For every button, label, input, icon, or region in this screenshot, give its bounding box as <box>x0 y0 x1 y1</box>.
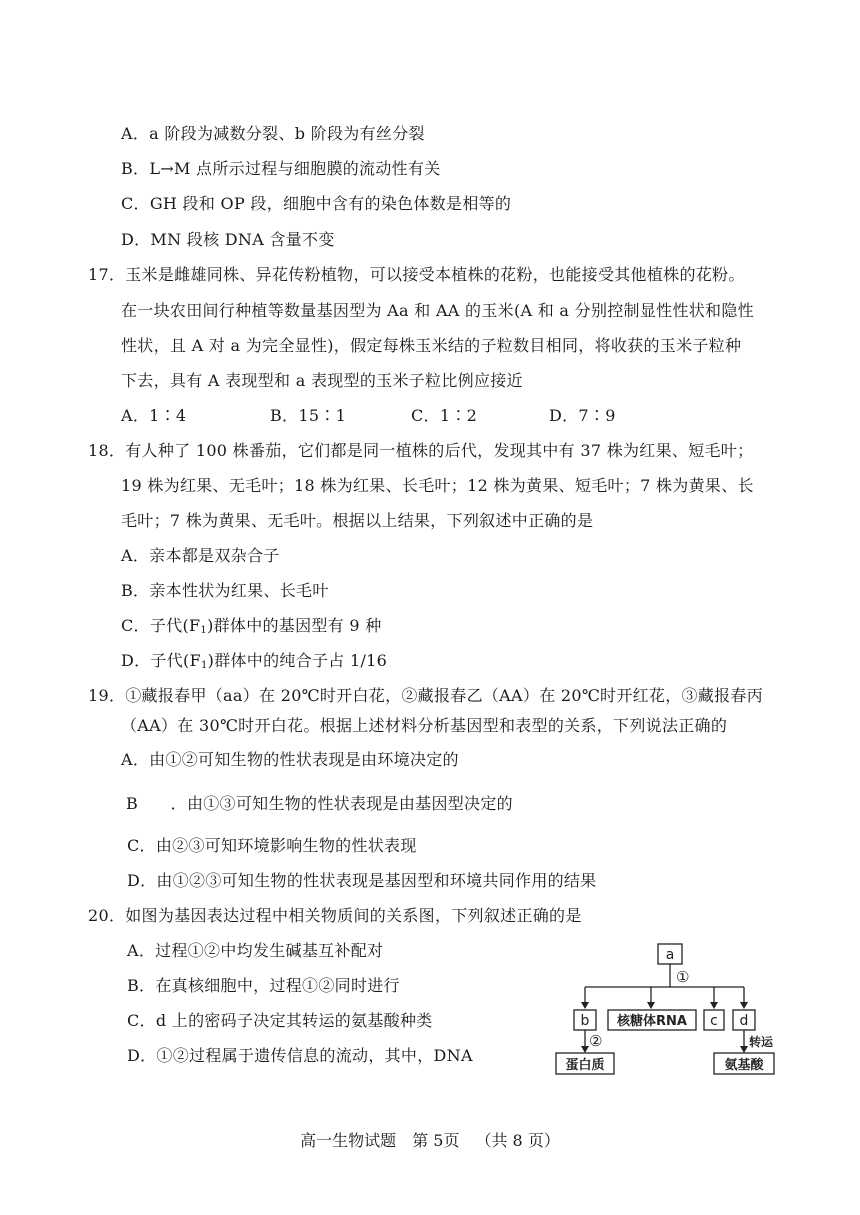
q17-stem-line-4: 下去，具有 A 表现型和 a 表现型的玉米子粒比例应接近 <box>121 371 523 390</box>
footer-page: 第 5页 <box>412 1131 460 1150</box>
page-footer <box>0 1128 860 1151</box>
q20-option-d: D．①②过程属于遗传信息的流动，其中，DNA <box>127 1046 473 1065</box>
label-c: c <box>710 1013 718 1029</box>
q20-option-b: B．在真核细胞中，过程①②同时进行 <box>127 976 400 995</box>
label-b: b <box>580 1013 590 1029</box>
q18-stem-line-3: 毛叶；7 株为黄果、无毛叶。根据以上结果，下列叙述中正确的是 <box>121 511 594 530</box>
q16-option-c: C．GH 段和 OP 段，细胞中含有的染色体数是相等的 <box>121 194 512 213</box>
q19-option-d: D．由①②③可知生物的性状表现是基因型和环境共同作用的结果 <box>127 871 597 890</box>
q16-option-d: D．MN 段核 DNA 含量不变 <box>121 230 335 249</box>
gene-expression-diagram <box>548 940 788 1080</box>
q19-option-a: A．由①②可知生物的性状表现是由环境决定的 <box>121 750 459 769</box>
q18-stem-line-1: 18．有人种了 100 株番茄，它们都是同一植株的后代，发现其中有 37 株为红果、短毛叶； <box>88 441 754 460</box>
q17-stem-line-1: 17．玉米是雌雄同株、异花传粉植物，可以接受本植株的花粉，也能接受其他植株的花粉。 <box>88 265 745 284</box>
label-amino-acid: 氨基酸 <box>724 1058 764 1073</box>
q19-stem-line-2: （AA）在 30℃时开白花。根据上述材料分析基因型和表型的关系，下列说法正确的 <box>121 716 728 735</box>
q16-option-a: A．a 阶段为减数分裂、b 阶段为有丝分裂 <box>121 124 425 143</box>
q18-option-c: C．子代$(F_1)$群体中的基因型有 9 种 <box>121 616 382 636</box>
label-step2: ② <box>589 1032 603 1050</box>
label-transport: 转运 <box>749 1035 774 1049</box>
q18-option-b: B．亲本性状为红果、长毛叶 <box>121 581 329 600</box>
q17-option-b: B．15∶1 <box>270 406 347 425</box>
q19-stem-line-1: 19．①藏报春甲（aa）在 20℃时开白花，②藏报春乙（AA）在 20℃时开红花，③藏报春丙 <box>88 686 764 705</box>
footer-title: 高一生物试题 <box>300 1131 397 1150</box>
q18-option-d: D．子代$(F_1)$群体中的纯合子占 1/16 <box>121 651 388 671</box>
label-rrna: 核糖体RNA <box>617 1014 687 1029</box>
q20-option-a: A．过程①②中均发生碱基互补配对 <box>127 941 384 960</box>
q18-option-a: A．亲本都是双杂合子 <box>121 546 280 565</box>
q17-stem-line-3: 性状，且 A 对 a 为完全显性)，假定每株玉米结的子粒数目相同，将收获的玉米子粒种 <box>121 336 742 355</box>
q19-option-b: B ．由①③可知生物的性状表现是由基因型决定的 <box>126 794 513 813</box>
q20-stem: 20．如图为基因表达过程中相关物质间的关系图，下列叙述正确的是 <box>88 906 582 925</box>
label-d: d <box>739 1013 749 1029</box>
q18-stem-line-2: 19 株为红果、无毛叶；18 株为红果、长毛叶；12 株为黄果、短毛叶；7 株为黄果、长 <box>121 476 754 495</box>
label-step1: ① <box>676 968 690 986</box>
q19-option-c: C．由②③可知环境影响生物的性状表现 <box>127 836 417 855</box>
q20-option-c: C．d 上的密码子决定其转运的氨基酸种类 <box>127 1011 433 1030</box>
q17-option-c: C．1∶2 <box>411 406 478 425</box>
q17-stem-line-2: 在一块农田间行种植等数量基因型为 Aa 和 AA 的玉米(A 和 a 分别控制显性性状和隐性 <box>121 301 754 320</box>
footer-total: （共 8 页） <box>475 1131 560 1150</box>
q16-option-b: B．L→M 点所示过程与细胞膜的流动性有关 <box>121 159 441 178</box>
label-a: a <box>665 947 675 963</box>
q17-option-a: A．1∶4 <box>121 406 187 425</box>
label-protein: 蛋白质 <box>565 1058 605 1073</box>
q17-option-d: D．7∶9 <box>549 406 616 425</box>
